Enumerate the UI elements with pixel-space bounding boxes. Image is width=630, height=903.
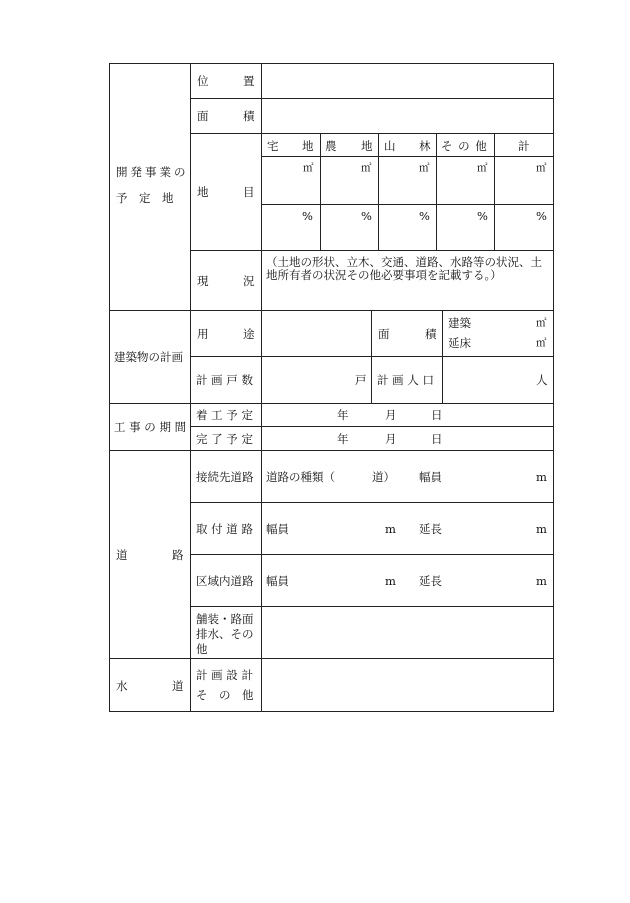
grid-line [378,133,379,250]
land-header-farmland: 地 [361,139,373,153]
land-category-label: 地 [197,185,209,199]
planned-population-label: 計 画 人 口 [377,373,434,387]
grid-line [190,554,553,555]
connecting-road-unit: m [536,470,547,484]
connecting-road-type-suffix: 道） [372,470,395,484]
location-label: 位 [197,74,209,88]
percent-unit: % [536,209,547,223]
water-plan-label: 計 画 設 計 [196,668,253,682]
grid-line [190,606,553,607]
end-year: 年 [337,432,349,446]
building-area-unit: ㎡ [536,337,547,349]
water-label: 道 [172,679,184,693]
land-header-total: 計 [518,139,530,153]
construction-period-label: 工 事 の 期 間 [114,420,187,434]
building-area-floor: 延床 [448,336,471,350]
grid-line [109,310,553,311]
development-site-label: 開発事業の [116,165,189,179]
grid-line [190,502,553,503]
use-label: 用 [197,327,209,341]
grid-line [109,63,553,64]
water-label: 水 [116,679,128,693]
planned-units-unit: 戸 [355,373,367,387]
area-label: 積 [243,109,255,123]
location-label: 置 [243,74,255,88]
grid-line [320,133,321,250]
use-label: 途 [243,327,255,341]
building-area-label: 面 [378,327,390,341]
attached-road-length: 延長 [419,522,442,536]
percent-unit: % [302,209,313,223]
area-unit: ㎡ [536,162,547,174]
roads-label: 路 [172,548,184,562]
paving-label: 舗装・路面 [196,612,254,626]
area-unit: ㎡ [477,162,488,174]
building-area-unit: ㎡ [536,317,547,329]
grid-line [109,63,110,711]
land-header-farmland: 農 [325,139,337,153]
land-header-residential: 地 [302,139,314,153]
grid-line [190,133,553,134]
start-day: 日 [431,408,443,422]
connecting-road-label: 接続先道路 [196,470,254,484]
internal-road-width: 幅員 [266,574,289,588]
area-unit: ㎡ [419,162,430,174]
grid-line [190,426,553,427]
land-header-forest: 山 [384,139,396,153]
start-month: 月 [385,408,397,422]
land-category-label: 目 [243,185,255,199]
current-state-note: （土地の形状、立木、交通、道路、水路等の状況、土地所有者の状況その他必要事項を記載する。） [266,255,542,282]
percent-unit: % [419,209,430,223]
grid-line [261,63,262,711]
end-label: 完 了 予 定 [196,432,253,446]
grid-line [261,156,553,157]
internal-road-label: 区域内道路 [196,574,254,588]
internal-road-width-unit: m [385,574,396,588]
percent-unit: % [361,209,372,223]
grid-line [109,403,553,404]
grid-line [109,658,553,659]
grid-line [109,711,554,712]
connecting-road-width: 幅員 [419,470,442,484]
grid-line [190,63,191,711]
paving-label: 他 [196,642,208,656]
planned-units-label: 計 画 戸 数 [196,373,253,387]
building-plan-label: 建築物の計画 [114,350,183,364]
roads-label: 道 [116,548,128,562]
grid-line [109,450,553,451]
grid-line [553,63,554,711]
paving-label: 排水、その [196,627,254,641]
connecting-road-type: 道路の種類（ [266,470,335,484]
development-site-label: 予 定 地 [116,191,174,205]
grid-line [436,133,437,250]
end-day: 日 [431,432,443,446]
end-month: 月 [385,432,397,446]
percent-unit: % [477,209,488,223]
internal-road-length: 延長 [419,574,442,588]
area-label: 面 [197,109,209,123]
grid-line [190,98,553,99]
attached-road-length-unit: m [536,522,547,536]
start-year: 年 [337,408,349,422]
grid-line [190,250,553,251]
grid-line [442,310,443,403]
land-header-other: そ の 他 [441,139,488,153]
building-area-building: 建築 [448,316,471,330]
attached-road-width-unit: m [385,522,396,536]
start-label: 着 工 予 定 [196,408,253,422]
water-plan-label: そ の 他 [196,688,254,702]
current-state-label: 現 [197,274,209,288]
land-header-forest: 林 [419,139,431,153]
attached-road-width: 幅員 [266,522,289,536]
attached-road-label: 取 付 道 路 [196,522,253,536]
planned-population-unit: 人 [536,373,548,387]
area-unit: ㎡ [361,162,372,174]
grid-line [494,133,495,250]
grid-line [261,204,553,205]
building-area-label: 積 [425,327,437,341]
current-state-label: 況 [243,274,255,288]
area-unit: ㎡ [303,162,314,174]
internal-road-length-unit: m [536,574,547,588]
land-header-residential: 宅 [267,139,279,153]
grid-line [371,310,372,403]
